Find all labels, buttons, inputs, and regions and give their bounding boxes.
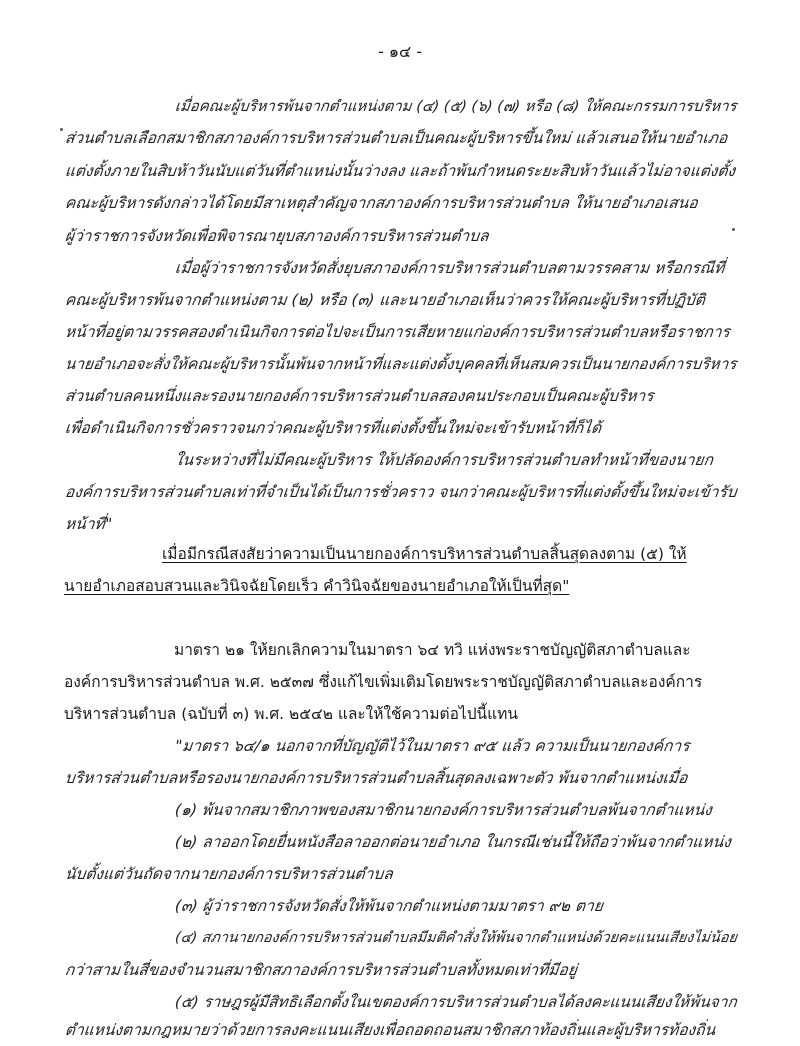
list-item-line: นับตั้งแต่วันถัดจากนายกองค์การบริหารส่วนตำบล: [64, 865, 394, 883]
margin-dot: [60, 128, 63, 131]
paragraph-line: ผู้ว่าราชการจังหวัดเพื่อพิจารณายุบสภาองค์การบริหารส่วนตำบล: [64, 227, 490, 245]
paragraph-line: องค์การบริหารส่วนตำบล พ.ศ. ๒๕๓๗ ซึ่งแก้ไขเพิ่มเติมโดยพระราชบัญญัติสภาตำบลและองค์การ: [64, 673, 703, 691]
list-item-line: ตำแหน่งตามกฎหมายว่าด้วยการลงคะแนนเสียงเพื่อถอดถอนสมาชิกสภาท้องถิ่นและผู้บริหารท้องถิ่น: [64, 1021, 717, 1039]
paragraph-line: หน้าที่": [64, 515, 113, 533]
paragraph-line-underlined: เมื่อมีกรณีสงสัยว่าความเป็นนายกองค์การบริหารส่วนตำบลสิ้นสุดลงตาม (๕) ให้: [162, 545, 687, 563]
paragraph-line: เมื่อคณะผู้บริหารพ้นจากตำแหน่งตาม (๔) (๕) (๖) (๗) หรือ (๘) ให้คณะกรรมการบริหาร: [174, 97, 738, 115]
paragraph-line: หน้าที่อยู่ตามวรรคสองดำเนินกิจการต่อไปจะเป็นการเสียหายแก่องค์การบริหารส่วนตำบลหรือราชการ: [64, 323, 731, 341]
paragraph-line: เมื่อผู้ว่าราชการจังหวัดสั่งยุบสภาองค์การบริหารส่วนตำบลตามวรรคสาม หรือกรณีที่: [174, 259, 726, 277]
paragraph-line: "มาตรา ๖๔/๑ นอกจากที่บัญญัติไว้ในมาตรา ๙๕ แล้ว ความเป็นนายกองค์การ: [174, 737, 691, 755]
paragraph-line: ในระหว่างที่ไม่มีคณะผู้บริหาร ให้ปลัดองค์การบริหารส่วนตำบลทำหน้าที่ของนายก: [174, 451, 714, 469]
paragraph-line: คณะผู้บริหารดังกล่าวได้โดยมีสาเหตุสำคัญจากสภาองค์การบริหารส่วนตำบล ให้นายอำเภอเสนอ: [64, 194, 699, 212]
paragraph-line: แต่งตั้งภายในสิบห้าวันนับแต่วันที่ตำแหน่งนั้นว่างลง และถ้าพ้นกำหนดระยะสิบห้าวันแล้วไม่อาจแต่งตั้ง: [64, 162, 737, 180]
paragraph-line: นายอำเภอจะสั่งให้คณะผู้บริหารนั้นพ้นจากหน้าที่และแต่งตั้งบุคคลที่เห็นสมควรเป็นนายกองค์การบริหาร: [64, 355, 738, 373]
list-item-line: (๔) สภานายกองค์การบริหารส่วนตำบลมีมติคำสั่งให้พ้นจากตำแหน่งด้วยคะแนนเสียงไม่น้อย: [174, 930, 738, 946]
paragraph-line-underlined: นายอำเภอสอบสวนและวินิจฉัยโดยเร็ว คำวินิจฉัยของนายอำเภอให้เป็นที่สุด": [64, 577, 570, 595]
paragraph-line: บริหารส่วนตำบลหรือรองนายกองค์การบริหารส่วนตำบลสิ้นสุดลงเฉพาะตัว พ้นจากตำแหน่งเมื่อ: [64, 769, 689, 787]
list-item-line: กว่าสามในสี่ของจำนวนสมาชิกสภาองค์การบริหารส่วนตำบลทั้งหมดเท่าที่มีอยู่: [64, 961, 578, 979]
margin-dot: [732, 228, 735, 231]
list-item-line: (๕) ราษฎรผู้มีสิทธิเลือกตั้งในเขตองค์การบริหารส่วนตำบลได้ลงคะแนนเสียงให้พ้นจาก: [174, 993, 738, 1011]
section-heading-line: มาตรา ๒๑ ให้ยกเลิกความในมาตรา ๖๔ ทวิ แห่งพระราชบัญญัติสภาตำบลและ: [174, 641, 691, 659]
page-number: - ๑๔ -: [378, 42, 422, 61]
list-item-line: (๒) ลาออกโดยยื่นหนังสือลาออกต่อนายอำเภอ ในกรณีเช่นนี้ให้ถือว่าพ้นจากตำแหน่ง: [174, 833, 732, 851]
list-item-line: (๑) พ้นจากสมาชิกภาพของสมาชิกนายกองค์การบริหารส่วนตำบลพ้นจากตำแหน่ง: [174, 801, 713, 819]
paragraph-line: เพื่อดำเนินกิจการชั่วคราวจนกว่าคณะผู้บริหารที่แต่งตั้งขึ้นใหม่จะเข้ารับหน้าที่ก็ได้: [64, 419, 603, 437]
paragraph-line: องค์การบริหารส่วนตำบลเท่าที่จำเป็นได้เป็นการชั่วคราว จนกว่าคณะผู้บริหารที่แต่งตั้งขึ้นใหม่จะเข้ารับ: [64, 483, 738, 501]
paragraph-line: ส่วนตำบลเลือกสมาชิกสภาองค์การบริหารส่วนตำบลเป็นคณะผู้บริหารขึ้นใหม่ แล้วเสนอให้นายอำเภอ: [64, 129, 729, 147]
paragraph-line: บริหารส่วนตำบล (ฉบับที่ ๓) พ.ศ. ๒๕๔๒ และให้ใช้ความต่อไปนี้แทน: [64, 705, 518, 723]
list-item-line: (๓) ผู้ว่าราชการจังหวัดสั่งให้พ้นจากตำแหน่งตามมาตรา ๙๒ ตาย: [174, 897, 604, 915]
paragraph-line: ส่วนตำบลคนหนึ่งและรองนายกองค์การบริหารส่วนตำบลสองคนประกอบเป็นคณะผู้บริหาร: [64, 387, 655, 405]
paragraph-line: คณะผู้บริหารพ้นจากตำแหน่งตาม (๒) หรือ (๓) และนายอำเภอเห็นว่าควรให้คณะผู้บริหารที่ปฏิบัติ: [64, 291, 706, 309]
